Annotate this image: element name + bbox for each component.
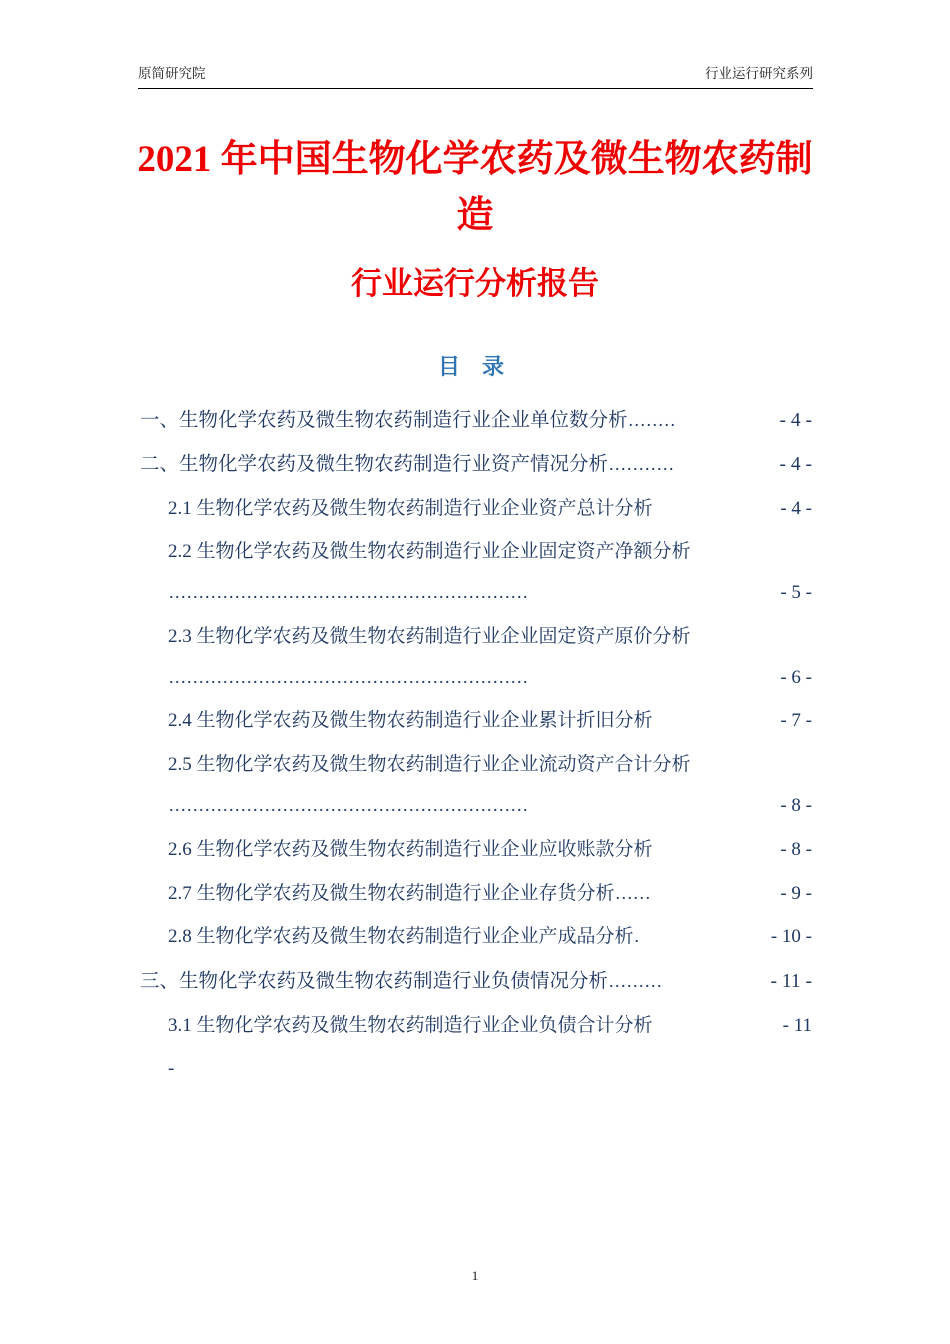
toc-entry-continuation[interactable] [140,1048,812,1092]
toc-page-number: - 5 - [780,582,812,604]
toc-entry-label: 2.8 生物化学农药及微生物农药制造行业企业产成品分析 [168,926,634,948]
toc-entry-label: 2.2 生物化学农药及微生物农药制造行业企业固定资产净额分析 [168,541,691,563]
toc-entry-label: 2.7 生物化学农药及微生物农药制造行业企业存货分析 [168,882,615,904]
toc-page-number: - 10 - [770,926,812,948]
page-title: 2021 年中国生物化学农药及微生物农药制造 [137,139,813,236]
header-right-text: 行业运行研究系列 [705,66,813,81]
footer-page-number: 1 [471,1268,479,1283]
toc-page-number: - 7 - [780,710,812,732]
toc-leader: ............................................................ [169,795,529,816]
toc-page-number: - 4 - [779,409,812,431]
toc-entry-label: 2.6 生物化学农药及微生物农药制造行业企业应收账款分析 [168,838,653,860]
toc-entry[interactable] [140,960,812,1005]
toc-entry-label: 2.4 生物化学农药及微生物农药制造行业企业累计折旧分析 [168,710,653,732]
toc-leader: ......... [609,971,664,992]
toc-leader: ...... [615,882,652,903]
header-left-text: 原简研究院 [138,66,206,81]
toc-entry[interactable] [140,700,812,744]
toc-entry[interactable] [140,531,812,616]
title-block [130,132,820,308]
toc-entry-label: 三、生物化学农药及微生物农药制造行业负债情况分析 [140,971,609,993]
toc-entry[interactable] [140,872,812,916]
toc-entry[interactable] [140,916,812,960]
toc-leader: ............................................................ [169,666,529,687]
page-footer [0,1268,950,1284]
toc-entry-label: 二、生物化学农药及微生物农药制造行业资产情况分析 [140,454,609,476]
toc-leader: ............................................................ [169,582,529,603]
page-header [138,62,813,86]
toc-entry[interactable] [140,398,812,443]
toc-entry-label: 2.1 生物化学农药及微生物农药制造行业企业资产总计分析 [168,497,653,519]
toc-entry[interactable] [140,487,812,531]
toc-entry-label: 2.5 生物化学农药及微生物农药制造行业企业流动资产合计分析 [168,754,691,776]
toc-entry-label: 一、生物化学农药及微生物农药制造行业企业单位数分析 [140,409,628,431]
toc-entry[interactable] [140,828,812,872]
toc-page-number: - 8 - [780,838,812,860]
toc-entry[interactable] [140,443,812,488]
table-of-contents [140,398,812,1092]
toc-page-number: - 6 - [780,666,812,688]
toc-page-number: - 4 - [779,454,812,476]
toc-entry-label: 3.1 生物化学农药及微生物农药制造行业企业负债合计分析 [168,1014,653,1036]
toc-page-number: - 8 - [780,795,812,817]
toc-entry[interactable] [140,744,812,829]
toc-page-number: - 11 - [770,971,812,993]
toc-page-number: - 11 [782,1014,812,1036]
page-subtitle: 行业运行分析报告 [351,266,599,301]
toc-entry[interactable] [140,615,812,700]
toc-heading: 目 录 [437,354,513,379]
toc-entry-label: - [168,1058,175,1080]
toc-page-number: - 9 - [780,882,812,904]
toc-leader: ........ [628,409,677,430]
toc-entry-label: 2.3 生物化学农药及微生物农药制造行业企业固定资产原价分析 [168,625,691,647]
toc-entry[interactable] [140,1004,812,1048]
header-divider [138,88,813,89]
toc-leader: ........... [609,454,676,475]
toc-leader: . [634,926,641,947]
toc-page-number: - 4 - [780,497,812,519]
